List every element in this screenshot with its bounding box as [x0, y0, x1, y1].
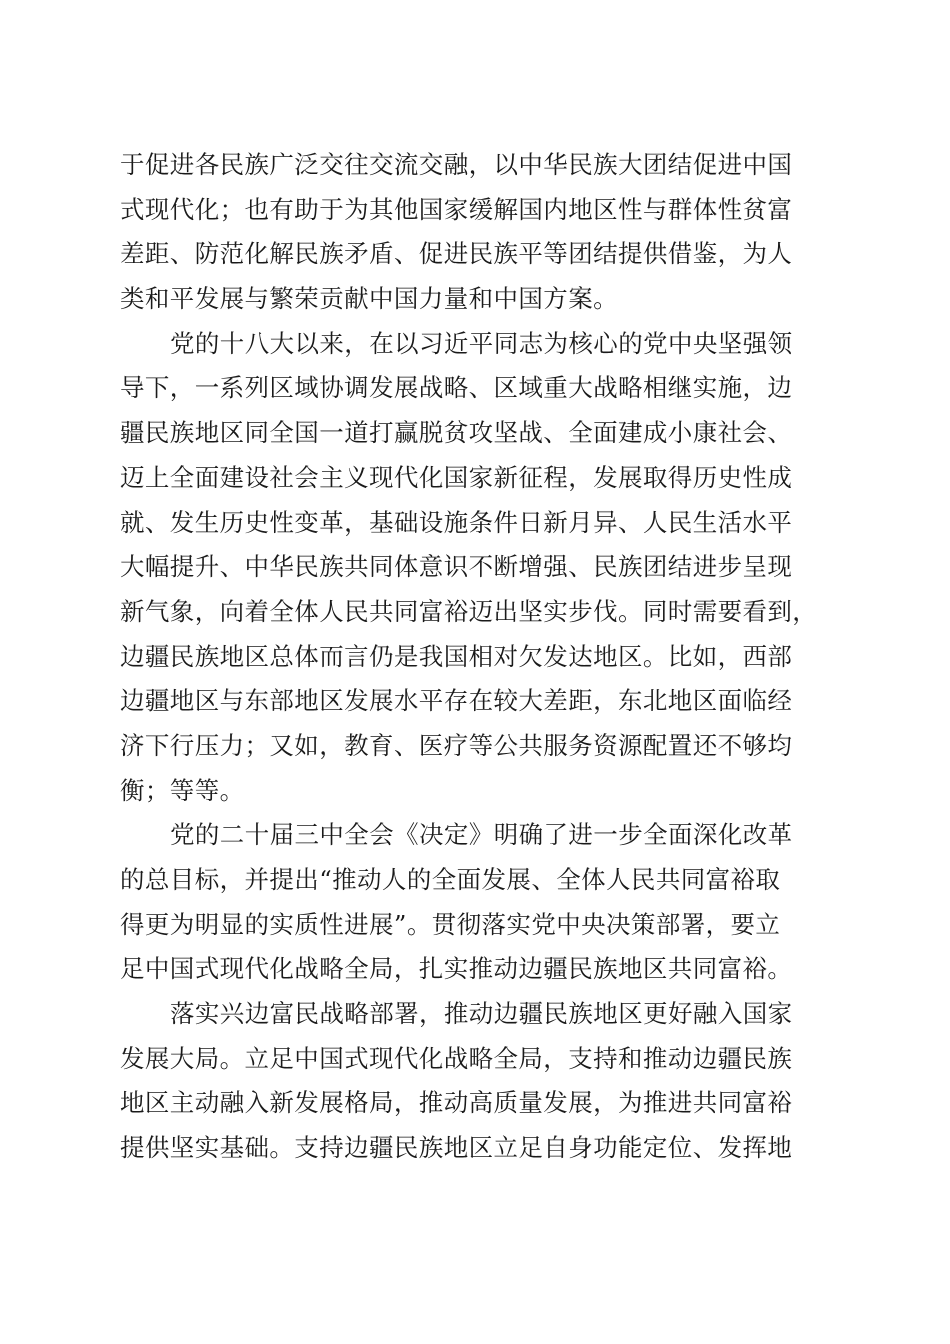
paragraph-1 — [120, 143, 830, 322]
paragraph-3 — [120, 813, 830, 992]
paragraph-line: 党的十八大以来，在以习近平同志为核心的党中央坚强领 — [170, 328, 793, 358]
paragraph-2 — [120, 322, 830, 814]
body-text — [120, 143, 830, 1171]
paragraph-4 — [120, 992, 830, 1171]
paragraph-line: 就、发生历史性变革，基础设施条件日新月异、人民生活水平 — [120, 507, 793, 537]
paragraph-line: 疆民族地区同全国一道打赢脱贫攻坚战、全面建成小康社会、 — [120, 418, 793, 448]
paragraph-line: 迈上全面建设社会主义现代化国家新征程，发展取得历史性成 — [120, 462, 793, 492]
paragraph-line: 类和平发展与繁荣贡献中国力量和中国方案。 — [120, 284, 618, 314]
paragraph-line: 大幅提升、中华民族共同体意识不断增强、民族团结进步呈现 — [120, 552, 793, 582]
paragraph-line: 党的二十届三中全会《决定》明确了进一步全面深化改革 — [170, 820, 793, 850]
paragraph-line: 于促进各民族广泛交往交流交融，以中华民族大团结促进中国 — [120, 150, 793, 179]
paragraph-line: 式现代化；也有助于为其他国家缓解国内地区性与群体性贫富 — [120, 194, 793, 224]
paragraph-line: 边疆民族地区总体而言仍是我国相对欠发达地区。比如，西部 — [120, 641, 793, 671]
paragraph-line: 发展大局。立足中国式现代化战略全局，支持和推动边疆民族 — [120, 1043, 793, 1073]
paragraph-line: 地区主动融入新发展格局，推动高质量发展，为推进共同富裕 — [120, 1088, 793, 1118]
paragraph-line: 足中国式现代化战略全局，扎实推动边疆民族地区共同富裕。 — [120, 954, 793, 984]
paragraph-line: 衡；等等。 — [120, 775, 245, 805]
paragraph-line: 新气象，向着全体人民共同富裕迈出坚实步伐。同时需要看到， — [120, 596, 818, 626]
paragraph-line: 导下，一系列区域协调发展战略、区域重大战略相继实施，边 — [120, 373, 793, 403]
paragraph-line: 得更为明显的实质性进展”。贯彻落实党中央决策部署，要立 — [120, 909, 781, 939]
paragraph-line: 济下行压力；又如，教育、医疗等公共服务资源配置还不够均 — [120, 730, 793, 760]
paragraph-line: 的总目标，并提出“推动人的全面发展、全体人民共同富裕取 — [120, 865, 781, 894]
paragraph-line: 提供坚实基础。支持边疆民族地区立足自身功能定位、发挥地 — [120, 1133, 793, 1163]
paragraph-line: 边疆地区与东部地区发展水平存在较大差距，东北地区面临经 — [120, 686, 793, 716]
paragraph-line: 落实兴边富民战略部署，推动边疆民族地区更好融入国家 — [170, 999, 793, 1029]
paragraph-line: 差距、防范化解民族矛盾、促进民族平等团结提供借鉴，为人 — [120, 239, 793, 269]
